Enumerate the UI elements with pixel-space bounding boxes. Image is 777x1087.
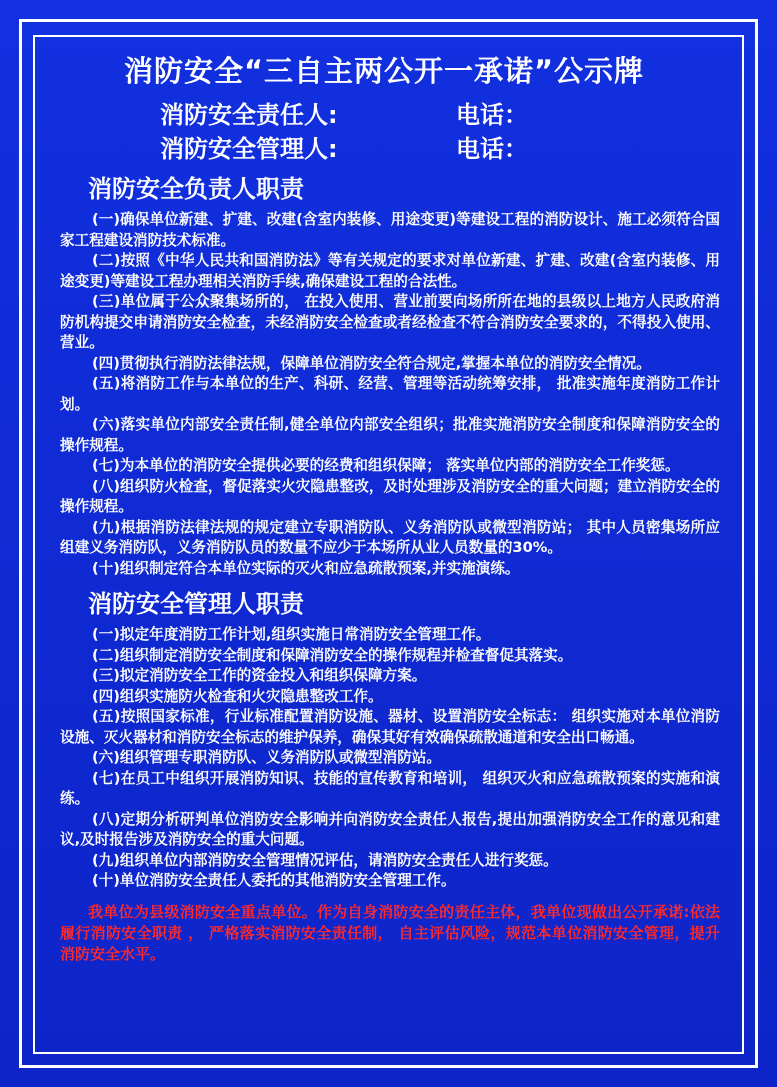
duty-item: (七)在员工中组织开展消防知识、技能的宣传教育和培训， 组织灭火和应急疏散预案的实施和演练。: [60, 769, 720, 807]
duty-item: (六)落实单位内部安全责任制,健全单位内部安全组织；批准实施消防安全制度和保障消防安全的操作规程。: [60, 416, 720, 454]
duty-item: (二)组织制定消防安全制度和保障消防安全的操作规程并检查督促其落实。: [92, 646, 573, 664]
manager-phone-label: 电话：: [456, 135, 528, 163]
duty-item: (四)组织实施防火检查和火灾隐患整改工作。: [92, 687, 383, 705]
duty-item: (三)单位属于公众聚集场所的， 在投入使用、营业前要向场所所在地的县级以上地方人民政府消防机构提交申请消防安全检查，未经消防安全检查或者经检查不符合消防安全要求的，不得投入使用、营业。: [60, 293, 720, 351]
duty-item: (一)确保单位新建、扩建、改建(含室内装修、用途变更)等建设工程的消防设计、施工必须符合国家工程建设消防技术标准。: [60, 211, 720, 249]
manager-person-label: 消防安全管理人:: [160, 135, 338, 163]
duty-item: (六)组织管理专职消防队、义务消防队或微型消防站。: [92, 749, 441, 766]
duty-item: (五)将消防工作与本单位的生产、科研、经营、管理等活动统筹安排， 批准实施年度消防工作计划。: [60, 375, 720, 413]
contact-row-responsible: [160, 98, 720, 132]
board-title: 消防安全“三自主两公开一承诺”公示牌: [123, 54, 645, 88]
section-title-responsible-duties: 消防安全负责人职责: [88, 175, 304, 203]
duty-item: (七)为本单位的消防安全提供必要的经费和组织保障； 落实单位内部的消防安全工作奖惩。: [92, 457, 680, 474]
duty-item: (八)组织防火检查，督促落实火灾隐患整改，及时处理涉及消防安全的重大问题；建立消防安全的操作规程。: [60, 477, 720, 515]
duty-item: (八)定期分析研判单位消防安全影响并向消防安全责任人报告,提出加强消防安全工作的意见和建议,及时报告涉及消防安全的重大问题。: [60, 810, 720, 848]
duty-item: (九)组织单位内部消防安全管理情况评估，请消防安全责任人进行奖惩。: [92, 851, 558, 869]
duty-item: (二)按照《中华人民共和国消防法》等有关规定的要求对单位新建、扩建、改建(含室内装修、用途变更)等建设工程办理相关消防手续,确保建设工程的合法性。: [60, 252, 720, 290]
duty-item: (四)贯彻执行消防法律法规，保障单位消防安全符合规定,掌握本单位的消防安全情况。: [92, 354, 651, 372]
duty-item: (五)按照国家标准，行业标准配置消防设施、器材、设置消防安全标志： 组织实施对本单位消防设施、灭火器材和消防安全标志的维护保养，确保其好有效确保疏散通道和安全出口畅通。: [60, 708, 720, 746]
board-content: [60, 52, 720, 980]
contact-row-manager: [160, 132, 720, 166]
duty-item: (十)组织制定符合本单位实际的灭火和应急疏散预案,并实施演练。: [92, 559, 520, 577]
duty-item: (一)拟定年度消防工作计划,组织实施日常消防安全管理工作。: [92, 626, 491, 643]
responsible-person-label: 消防安全责任人:: [160, 101, 338, 129]
duty-item: (三)拟定消防安全工作的资金投入和组织保障方案。: [92, 667, 427, 684]
duty-item: (十)单位消防安全责任人委托的其他消防安全管理工作。: [92, 872, 456, 889]
responsible-phone-label: 电话：: [456, 101, 528, 129]
duty-item: (九)根据消防法律法规的规定建立专职消防队、义务消防队或微型消防站； 其中人员密集场所应组建义务消防队，义务消防队员的数量不应少于本场所从业人员数量的30%。: [60, 518, 720, 556]
public-commitment: 我单位为县级消防安全重点单位。作为自身消防安全的责任主体，我单位现做出公开承诺:依法履行消防安全职责 ， 严格落实消防安全责任制， 自主评估风险，规范本单位消防安全管理，提升消防安全水平。: [60, 902, 720, 963]
section-title-manager-duties: 消防安全管理人职责: [88, 590, 304, 618]
